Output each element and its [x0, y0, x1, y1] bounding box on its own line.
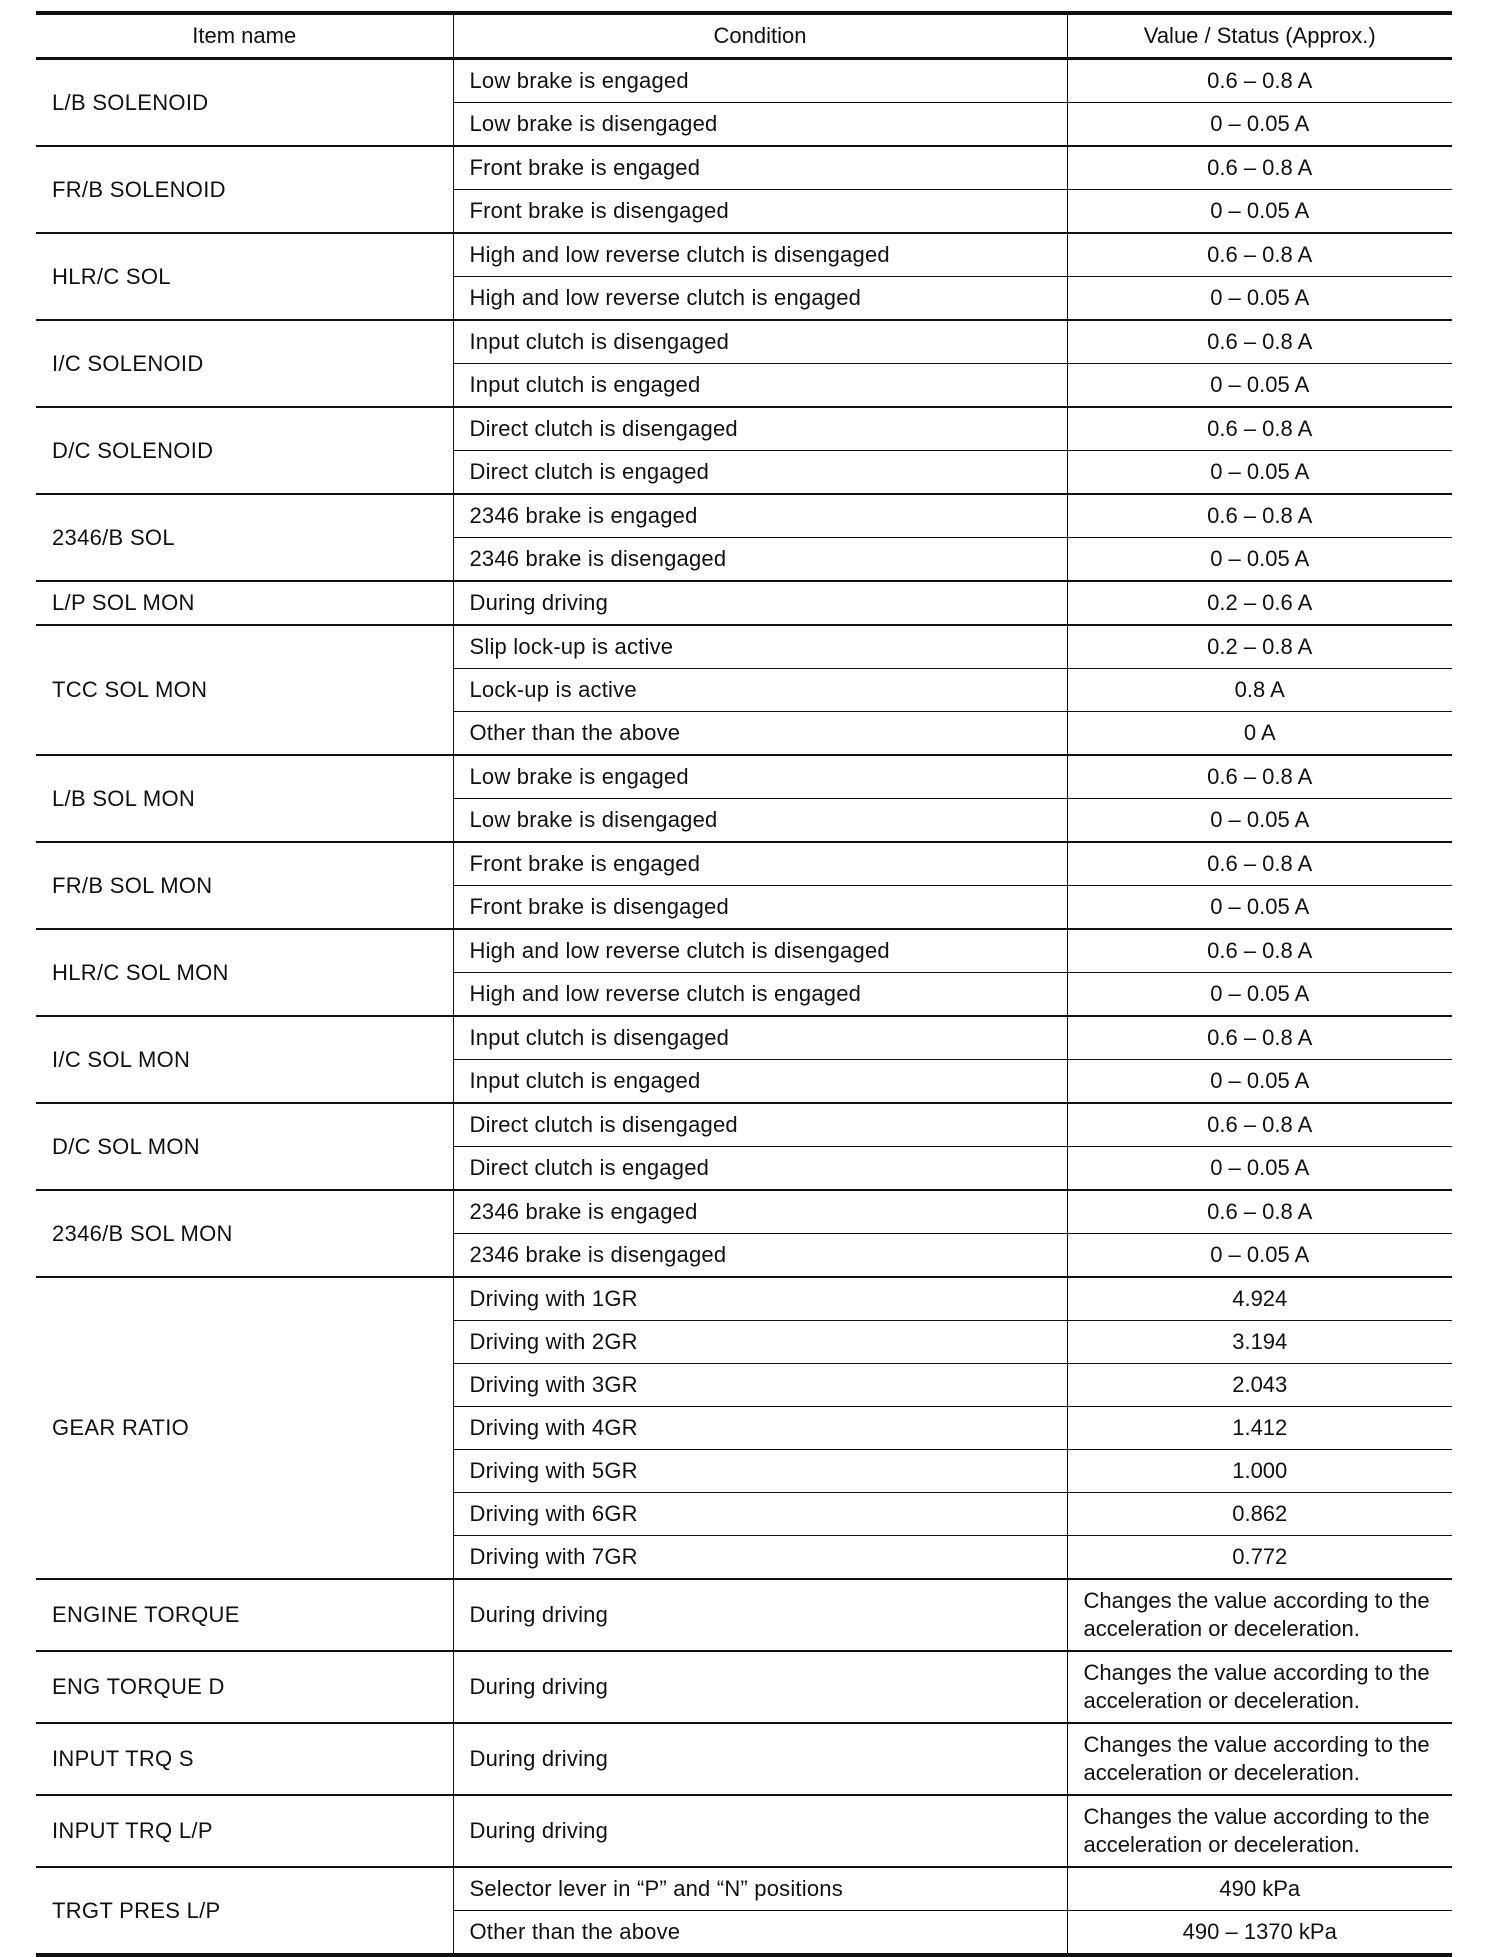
item-name-cell: ENGINE TORQUE	[36, 1579, 453, 1651]
item-name-cell: INPUT TRQ L/P	[36, 1795, 453, 1867]
condition-cell: High and low reverse clutch is disengaged	[453, 929, 1067, 973]
value-cell: 0.6 – 0.8 A	[1067, 407, 1452, 451]
value-cell: 0.772	[1067, 1536, 1452, 1580]
value-cell: 0.6 – 0.8 A	[1067, 755, 1452, 799]
table-row	[36, 233, 1452, 277]
item-name-cell: I/C SOLENOID	[36, 320, 453, 407]
value-cell: 0 A	[1067, 712, 1452, 756]
value-cell: 1.000	[1067, 1450, 1452, 1493]
value-cell: 0.6 – 0.8 A	[1067, 494, 1452, 538]
table-row	[36, 1579, 1452, 1651]
table-row	[36, 581, 1452, 625]
item-name-cell: D/C SOLENOID	[36, 407, 453, 494]
value-cell: 0 – 0.05 A	[1067, 799, 1452, 843]
condition-cell: Direct clutch is engaged	[453, 451, 1067, 495]
condition-cell: Direct clutch is disengaged	[453, 407, 1067, 451]
condition-cell: Front brake is engaged	[453, 146, 1067, 190]
condition-cell: Driving with 6GR	[453, 1493, 1067, 1536]
condition-cell: During driving	[453, 1723, 1067, 1795]
value-cell: 4.924	[1067, 1277, 1452, 1321]
condition-cell: High and low reverse clutch is engaged	[453, 973, 1067, 1017]
table-row	[36, 1277, 1452, 1321]
condition-cell: Front brake is disengaged	[453, 886, 1067, 930]
value-cell: 0 – 0.05 A	[1067, 1060, 1452, 1104]
condition-cell: Slip lock-up is active	[453, 625, 1067, 669]
condition-cell: Low brake is engaged	[453, 755, 1067, 799]
item-name-cell: FR/B SOL MON	[36, 842, 453, 929]
value-cell: 0 – 0.05 A	[1067, 364, 1452, 408]
condition-cell: Direct clutch is disengaged	[453, 1103, 1067, 1147]
condition-cell: 2346 brake is engaged	[453, 494, 1067, 538]
table-row	[36, 1723, 1452, 1795]
table-row	[36, 320, 1452, 364]
value-cell: 0.6 – 0.8 A	[1067, 59, 1452, 103]
value-cell: 0 – 0.05 A	[1067, 190, 1452, 234]
item-name-cell: FR/B SOLENOID	[36, 146, 453, 233]
condition-cell: High and low reverse clutch is disengaged	[453, 233, 1067, 277]
condition-cell: Driving with 5GR	[453, 1450, 1067, 1493]
value-cell: 0.6 – 0.8 A	[1067, 1190, 1452, 1234]
table-row	[36, 1103, 1452, 1147]
condition-cell: Lock-up is active	[453, 669, 1067, 712]
condition-cell: Input clutch is engaged	[453, 1060, 1067, 1104]
header-condition: Condition	[453, 13, 1067, 59]
value-cell: 0 – 0.05 A	[1067, 277, 1452, 321]
spec-table-page	[36, 11, 1452, 1957]
value-cell: 0.6 – 0.8 A	[1067, 146, 1452, 190]
item-name-cell: 2346/B SOL	[36, 494, 453, 581]
condition-cell: 2346 brake is disengaged	[453, 1234, 1067, 1278]
condition-cell: Front brake is engaged	[453, 842, 1067, 886]
value-cell: Changes the value according to the acceleration or deceleration.	[1067, 1579, 1452, 1651]
item-name-cell: TCC SOL MON	[36, 625, 453, 755]
item-name-cell: D/C SOL MON	[36, 1103, 453, 1190]
condition-cell: Driving with 2GR	[453, 1321, 1067, 1364]
table-row	[36, 494, 1452, 538]
condition-cell: Input clutch is disengaged	[453, 1016, 1067, 1060]
value-cell: 1.412	[1067, 1407, 1452, 1450]
condition-cell: During driving	[453, 1579, 1067, 1651]
condition-cell: Front brake is disengaged	[453, 190, 1067, 234]
item-name-cell: GEAR RATIO	[36, 1277, 453, 1579]
condition-cell: Selector lever in “P” and “N” positions	[453, 1867, 1067, 1911]
table-row	[36, 1795, 1452, 1867]
table-row	[36, 59, 1452, 103]
value-cell: 0.6 – 0.8 A	[1067, 233, 1452, 277]
table-row	[36, 1867, 1452, 1911]
item-name-cell: L/B SOLENOID	[36, 59, 453, 147]
item-name-cell: INPUT TRQ S	[36, 1723, 453, 1795]
item-name-cell: 2346/B SOL MON	[36, 1190, 453, 1277]
header-value-status: Value / Status (Approx.)	[1067, 13, 1452, 59]
condition-cell: Driving with 1GR	[453, 1277, 1067, 1321]
value-cell: 0.2 – 0.6 A	[1067, 581, 1452, 625]
table-row	[36, 755, 1452, 799]
table-row	[36, 1016, 1452, 1060]
condition-cell: Driving with 7GR	[453, 1536, 1067, 1580]
value-cell: 3.194	[1067, 1321, 1452, 1364]
item-name-cell: HLR/C SOL	[36, 233, 453, 320]
condition-cell: 2346 brake is engaged	[453, 1190, 1067, 1234]
spec-table	[36, 11, 1452, 1957]
item-name-cell: L/B SOL MON	[36, 755, 453, 842]
table-row	[36, 929, 1452, 973]
item-name-cell: I/C SOL MON	[36, 1016, 453, 1103]
value-cell: 0 – 0.05 A	[1067, 538, 1452, 582]
item-name-cell: HLR/C SOL MON	[36, 929, 453, 1016]
value-cell: Changes the value according to the acceleration or deceleration.	[1067, 1723, 1452, 1795]
value-cell: 0.862	[1067, 1493, 1452, 1536]
condition-cell: 2346 brake is disengaged	[453, 538, 1067, 582]
value-cell: 0.6 – 0.8 A	[1067, 1016, 1452, 1060]
condition-cell: Low brake is disengaged	[453, 799, 1067, 843]
value-cell: 0.6 – 0.8 A	[1067, 1103, 1452, 1147]
condition-cell: During driving	[453, 1795, 1067, 1867]
condition-cell: Input clutch is disengaged	[453, 320, 1067, 364]
value-cell: 0.6 – 0.8 A	[1067, 929, 1452, 973]
item-name-cell: ENG TORQUE D	[36, 1651, 453, 1723]
table-row	[36, 1651, 1452, 1723]
condition-cell: Low brake is disengaged	[453, 103, 1067, 147]
table-header-row	[36, 13, 1452, 59]
condition-cell: Other than the above	[453, 712, 1067, 756]
table-row	[36, 842, 1452, 886]
value-cell: Changes the value according to the acceleration or deceleration.	[1067, 1651, 1452, 1723]
condition-cell: During driving	[453, 1651, 1067, 1723]
table-row	[36, 625, 1452, 669]
value-cell: Changes the value according to the acceleration or deceleration.	[1067, 1795, 1452, 1867]
value-cell: 0 – 0.05 A	[1067, 451, 1452, 495]
table-body	[36, 59, 1452, 1956]
value-cell: 0 – 0.05 A	[1067, 1234, 1452, 1278]
value-cell: 0.8 A	[1067, 669, 1452, 712]
condition-cell: Low brake is engaged	[453, 59, 1067, 103]
table-row	[36, 407, 1452, 451]
item-name-cell: TRGT PRES L/P	[36, 1867, 453, 1955]
value-cell: 0.6 – 0.8 A	[1067, 320, 1452, 364]
value-cell: 2.043	[1067, 1364, 1452, 1407]
condition-cell: Input clutch is engaged	[453, 364, 1067, 408]
value-cell: 0 – 0.05 A	[1067, 973, 1452, 1017]
table-row	[36, 146, 1452, 190]
header-item-name: Item name	[36, 13, 453, 59]
condition-cell: Direct clutch is engaged	[453, 1147, 1067, 1191]
condition-cell: High and low reverse clutch is engaged	[453, 277, 1067, 321]
value-cell: 0 – 0.05 A	[1067, 103, 1452, 147]
value-cell: 490 – 1370 kPa	[1067, 1911, 1452, 1956]
value-cell: 0 – 0.05 A	[1067, 886, 1452, 930]
condition-cell: Other than the above	[453, 1911, 1067, 1956]
value-cell: 490 kPa	[1067, 1867, 1452, 1911]
value-cell: 0.2 – 0.8 A	[1067, 625, 1452, 669]
item-name-cell: L/P SOL MON	[36, 581, 453, 625]
condition-cell: Driving with 4GR	[453, 1407, 1067, 1450]
table-row	[36, 1190, 1452, 1234]
condition-cell: Driving with 3GR	[453, 1364, 1067, 1407]
condition-cell: During driving	[453, 581, 1067, 625]
value-cell: 0 – 0.05 A	[1067, 1147, 1452, 1191]
value-cell: 0.6 – 0.8 A	[1067, 842, 1452, 886]
